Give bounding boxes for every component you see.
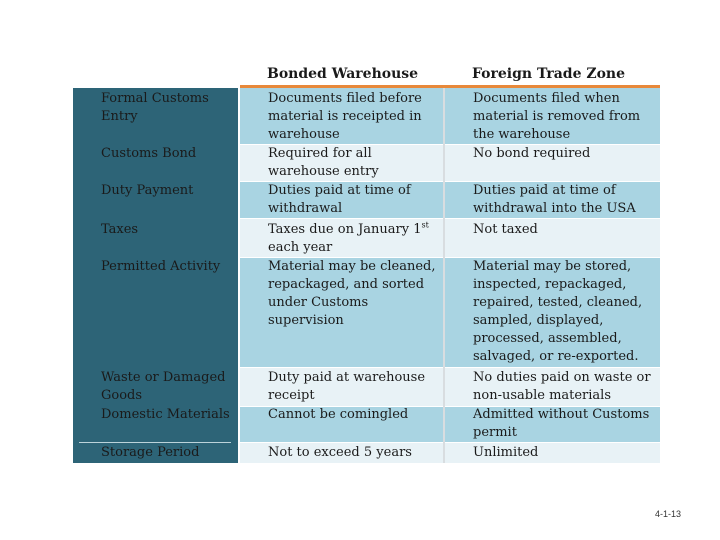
row-label-formal-customs-entry: Formal Customs Entry xyxy=(101,91,209,124)
row-divider xyxy=(240,218,660,219)
cell-bonded-duty-payment: Duties paid at time of withdrawal xyxy=(268,183,411,216)
cell-bonded-domestic-materials: Cannot be comingled xyxy=(268,407,409,422)
cell-ftz-waste-damaged-goods: No duties paid on waste or non-usable materials xyxy=(473,370,651,403)
cell-ftz-permitted-activity: Material may be stored, inspected, repackaged, repaired, tested, cleaned, sampled, displayed, processed, assembled, salvaged, or re-exported. xyxy=(473,259,643,364)
row-divider xyxy=(240,367,660,368)
header-foreign-trade-zone: Foreign Trade Zone xyxy=(472,66,626,82)
cell-bonded-storage-period: Not to exceed 5 years xyxy=(268,445,412,460)
cell-bonded-taxes: Taxes due on January 1st each year xyxy=(268,220,429,255)
cell-bonded-customs-bond: Required for all warehouse entry xyxy=(268,146,379,179)
cell-ftz-customs-bond: No bond required xyxy=(473,146,591,161)
label-divider xyxy=(79,442,231,443)
row-label-waste-damaged-goods: Waste or Damaged Goods xyxy=(101,370,226,403)
column-separator xyxy=(443,88,445,463)
row-label-taxes: Taxes xyxy=(101,222,139,237)
slide-number: 4-1-13 xyxy=(655,509,682,519)
cell-ftz-storage-period: Unlimited xyxy=(473,445,539,460)
cell-ftz-taxes: Not taxed xyxy=(473,222,538,237)
row-divider xyxy=(240,442,660,443)
column-separator xyxy=(238,88,240,463)
row-label-domestic-materials: Domestic Materials xyxy=(101,407,230,422)
row-label-duty-payment: Duty Payment xyxy=(101,183,194,198)
row-label-permitted-activity: Permitted Activity xyxy=(101,259,221,274)
row-label-storage-period: Storage Period xyxy=(101,445,200,460)
cell-ftz-formal-customs-entry: Documents filed when material is removed from the warehouse xyxy=(473,91,641,142)
header-bonded-warehouse: Bonded Warehouse xyxy=(267,66,419,82)
cell-bonded-permitted-activity: Material may be cleaned, repackaged, and sorted under Customs supervision xyxy=(268,259,436,328)
cell-bonded-formal-customs-entry: Documents filed before material is receipted in warehouse xyxy=(268,91,422,142)
cell-ftz-domestic-materials: Admitted without Customs permit xyxy=(473,407,650,440)
row-label-customs-bond: Customs Bond xyxy=(101,146,197,161)
cell-ftz-duty-payment: Duties paid at time of withdrawal into the USA xyxy=(473,183,636,216)
cell-bonded-waste-damaged-goods: Duty paid at warehouse receipt xyxy=(268,370,426,403)
comparison-table xyxy=(73,88,660,463)
